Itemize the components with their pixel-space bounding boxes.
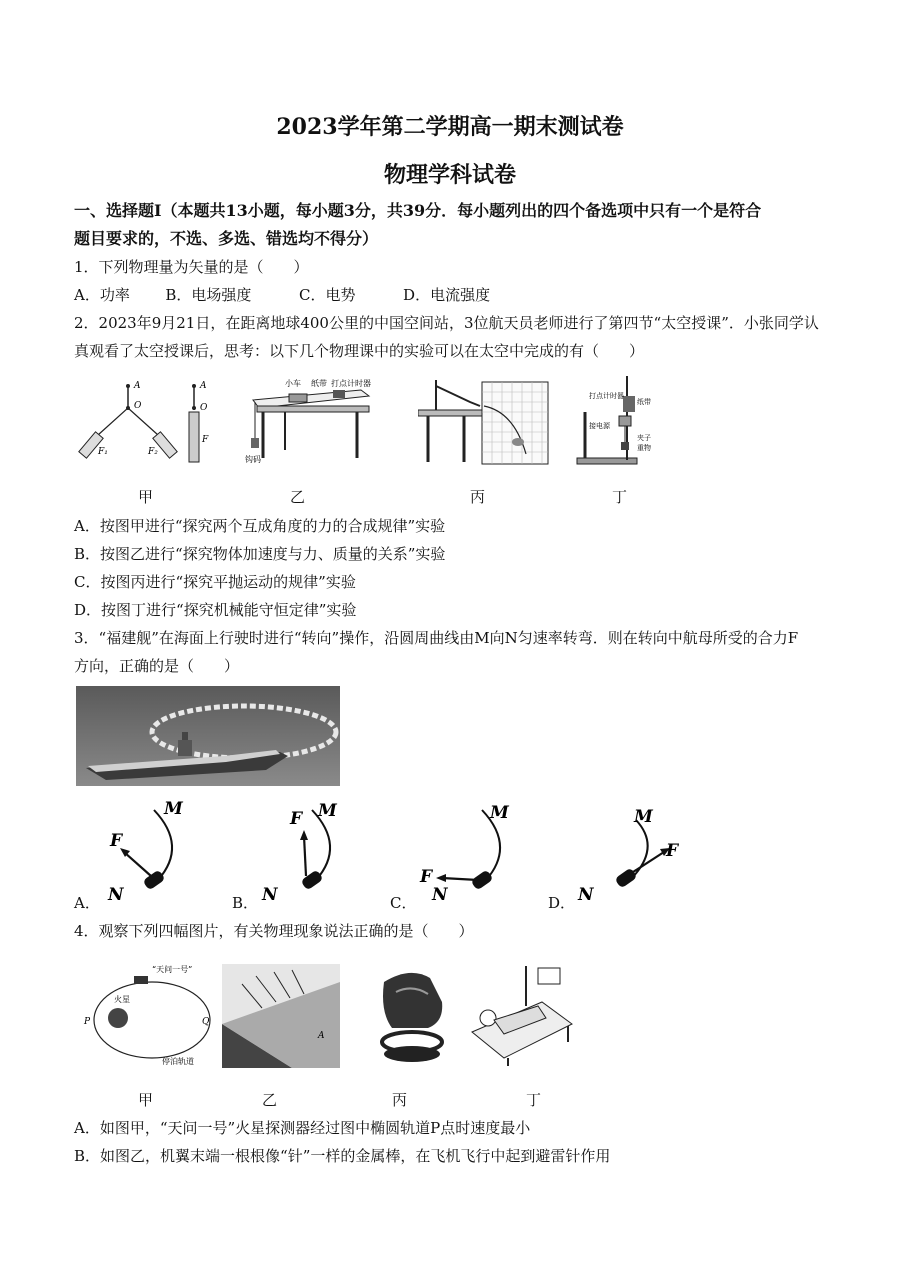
- q1-stem: 1．下列物理量为矢量的是（ ）: [74, 258, 309, 276]
- q3-diagram-b: [254, 796, 364, 906]
- q4-label-a: A: [318, 1031, 325, 1041]
- q3a-label-f: F: [110, 831, 123, 851]
- q2-figure-ding: [575, 372, 665, 468]
- q3b-label-m: M: [318, 801, 337, 821]
- q3-option-a: A．: [74, 894, 100, 912]
- q3a-label-m: M: [164, 799, 183, 819]
- q3-stem-line2: 方向，正确的是（ ）: [74, 657, 240, 675]
- exam-subtitle: 物理学科试卷: [383, 162, 516, 188]
- q2-stem-line1: 2．2023年9月21日，在距离地球400公里的中国空间站，3位航天员老师进行了第四节“太空授课”．小张同学认: [74, 314, 819, 332]
- section-header-line1: 一、选择题Ⅰ（本题共13小题，每小题3分，共39分．每小题列出的四个备选项中只有一个是符合: [74, 201, 762, 220]
- section-header-line2: 题目要求的，不选、多选、错选均不得分）: [74, 229, 379, 248]
- q4-caption-bing: 丙: [392, 1091, 408, 1109]
- q3-diagram-d: [570, 796, 690, 906]
- q3b-label-f: F: [290, 809, 303, 829]
- q4-label-q: Q: [202, 1017, 210, 1027]
- q4-label-mars: 火星: [114, 995, 130, 1004]
- label-f1: F₁: [98, 447, 108, 457]
- q4-figure-yi: [222, 964, 340, 1068]
- q3-diagram-a: [96, 796, 206, 906]
- q4-option-a: A．如图甲，“天问一号”火星探测器经过图中椭圆轨道P点时速度最小: [74, 1119, 531, 1137]
- label-mass: 重物: [637, 444, 651, 452]
- q3d-label-f: F: [666, 841, 679, 861]
- label-clip: 夹子: [637, 434, 651, 442]
- q2-figure-jia: [76, 380, 216, 470]
- q4-stem: 4．观察下列四幅图片，有关物理现象说法正确的是（ ）: [74, 922, 474, 940]
- q2-figure-bing: [418, 376, 550, 466]
- label-weight: 钩码: [245, 455, 261, 464]
- q1-option-a: A．功率: [74, 286, 130, 304]
- q4-label-p: P: [84, 1017, 91, 1027]
- q2-figure-yi: [245, 376, 375, 466]
- q2-option-a: A．按图甲进行“探究两个互成角度的力的合成规律”实验: [74, 517, 446, 535]
- section-header: [74, 197, 834, 253]
- label-o-jia: O: [134, 401, 142, 411]
- exam-title: 2023学年第二学期高一期末测试卷: [276, 114, 624, 140]
- q3d-label-m: M: [634, 807, 653, 827]
- q2-option-b: B．按图乙进行“探究物体加速度与力、质量的关系”实验: [74, 545, 446, 563]
- carrier-photo: [76, 686, 340, 786]
- q2-caption-yi: 乙: [290, 488, 306, 506]
- label-f2: F₂: [148, 447, 158, 457]
- q4-label-probe: “天问一号”: [152, 965, 193, 974]
- q2-stem-line2: 真观看了太空授课后，思考：以下几个物理课中的实验可以在太空中完成的有（ ）: [74, 342, 645, 360]
- q3d-label-n: N: [578, 885, 594, 905]
- q3c-label-f: F: [420, 867, 433, 887]
- q2-option-c: C．按图丙进行“探究平抛运动的规律”实验: [74, 573, 356, 591]
- label-power: 接电源: [589, 422, 610, 430]
- q2-option-d: D．按图丁进行“探究机械能守恒定律”实验: [74, 601, 357, 619]
- q3-stem-line1: 3．“福建舰”在海面上行驶时进行“转向”操作，沿圆周曲线由M向N匀速率转弯．则在转向中航母所受的合力F: [74, 629, 799, 647]
- q1-option-d: D．电流强度: [403, 286, 491, 304]
- label-a-jia: A: [134, 381, 141, 391]
- q4-caption-yi: 乙: [262, 1091, 278, 1109]
- q3a-label-n: N: [108, 885, 124, 905]
- q4-figure-bing: [372, 962, 452, 1066]
- q3-option-b: B．: [232, 894, 259, 912]
- q2-caption-bing: 丙: [470, 488, 486, 506]
- q3c-label-n: N: [432, 885, 448, 905]
- q4-figure-ding: [468, 962, 578, 1066]
- label-f-jia: F: [202, 435, 209, 445]
- q4-option-b: B．如图乙，机翼末端一根根像“针”一样的金属棒，在飞机飞行中起到避雷针作用: [74, 1147, 611, 1165]
- q4-caption-ding: 丁: [526, 1091, 542, 1109]
- q3b-label-n: N: [262, 885, 278, 905]
- q3-option-c: C．: [390, 894, 417, 912]
- q3c-label-m: M: [490, 803, 509, 823]
- q4-figure-jia: [82, 962, 214, 1066]
- q3-option-d: D．: [548, 894, 576, 912]
- label-car: 小车: [285, 379, 301, 388]
- q1-options: [74, 284, 490, 305]
- label-o-jia2: O: [200, 403, 208, 413]
- q4-label-orbit: 停泊轨道: [162, 1057, 194, 1066]
- q1-option-c: C．电势: [299, 286, 356, 304]
- q2-caption-ding: 丁: [612, 488, 628, 506]
- q4-caption-jia: 甲: [138, 1091, 154, 1109]
- q1-option-b: B．电场强度: [165, 286, 252, 304]
- label-timer: 打点计时器: [331, 379, 371, 388]
- q2-caption-jia: 甲: [138, 488, 154, 506]
- label-tape2: 纸带: [637, 398, 651, 406]
- label-a-jia2: A: [200, 381, 207, 391]
- q3-diagram-c: [412, 796, 522, 906]
- label-tape: 纸带: [311, 379, 327, 388]
- label-timer2: 打点计时器: [589, 392, 624, 400]
